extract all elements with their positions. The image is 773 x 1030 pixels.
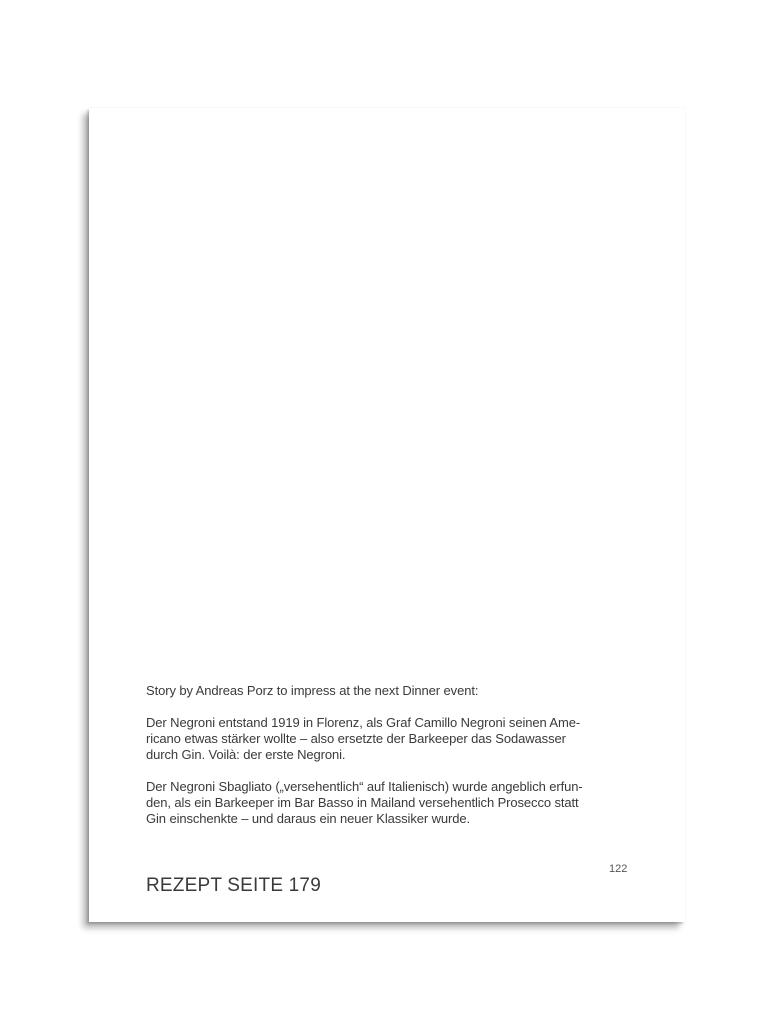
story-paragraph-negroni-origin: Der Negroni entstand 1919 in Florenz, als Graf Camillo Negroni seinen Ame- ricano etwas stärker wollte – also ersetzte der Barkeeper das Sodawasser durch Gin. Voilà: der erste Negroni.: [146, 715, 581, 762]
page-number: 122: [609, 863, 628, 875]
book-page: [89, 108, 685, 922]
story-text-block: [146, 683, 636, 843]
story-paragraph-sbagliato: Der Negroni Sbagliato („versehentlich“ auf Italienisch) wurde angeblich erfun- den, als ein Barkeeper im Bar Basso in Mailand versehentlich Prosecco statt Gin einschenkte – und daraus ein neuer Klassiker wurde.: [146, 779, 583, 826]
recipe-reference-link: REZEPT SEITE 179: [146, 875, 321, 896]
story-intro: Story by Andreas Porz to impress at the next Dinner event:: [146, 683, 479, 698]
